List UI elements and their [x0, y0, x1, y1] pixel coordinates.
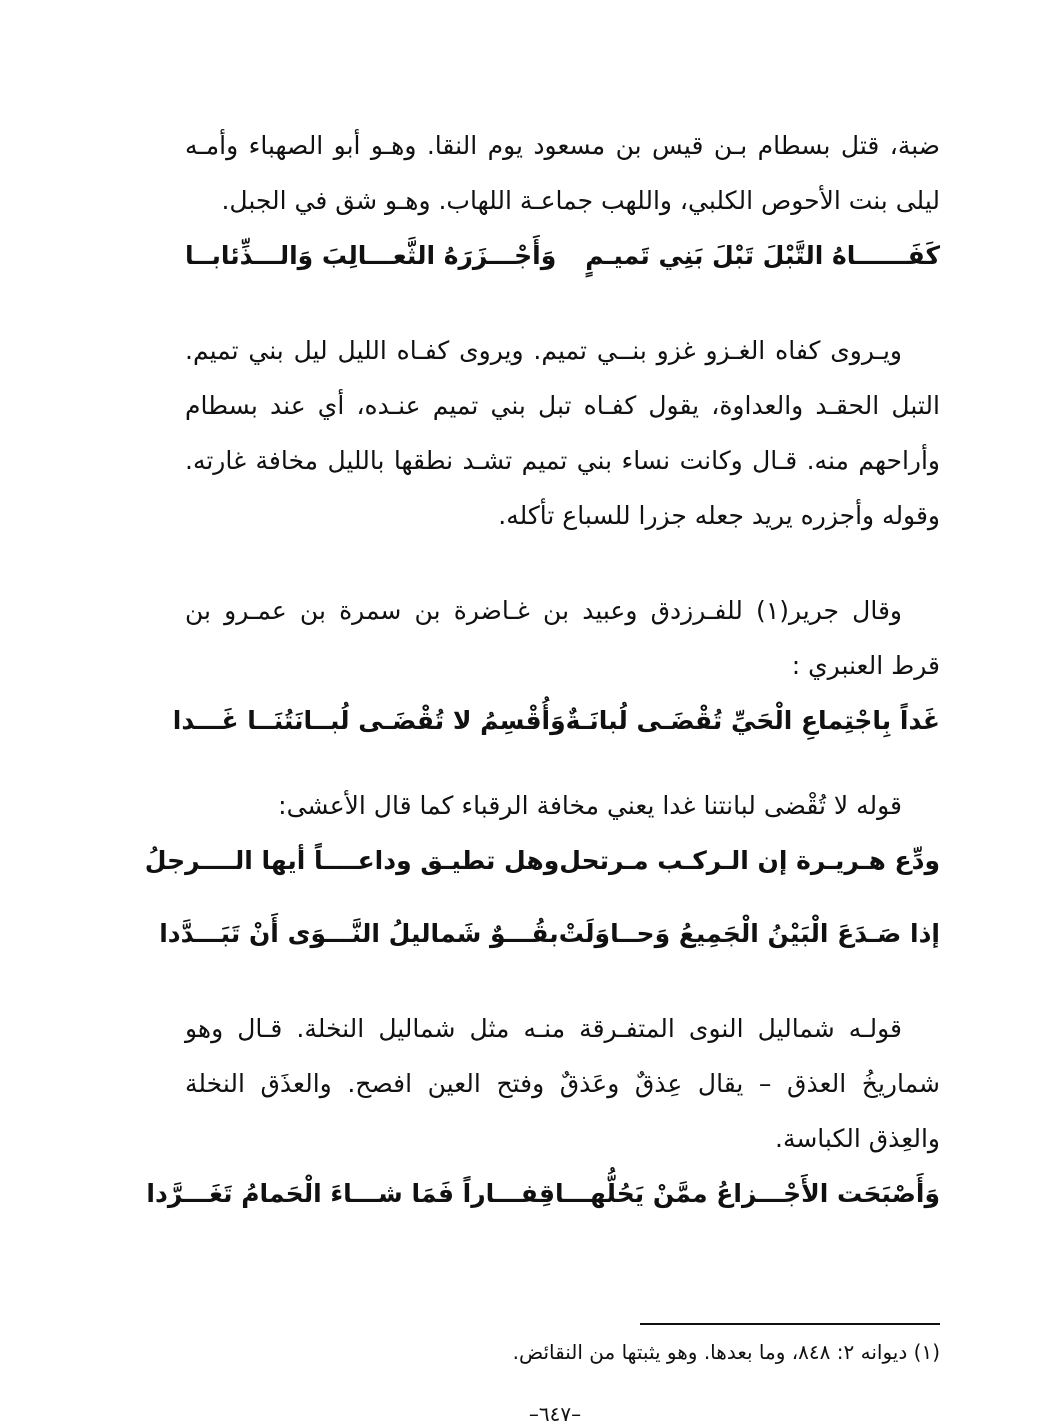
verse-second-hemistich: بقُـــوٌ شَماليلُ النَّـــوَى أَنْ تَبَـــدَّدا — [159, 919, 559, 948]
page-number: –٦٤٧– — [528, 1402, 582, 1426]
footnote: (١) ديوانه ٢: ٨٤٨، وما بعدها. وهو يثبتها من النقائض. — [512, 1340, 940, 1364]
page-body — [144, 118, 940, 1221]
verse-second-hemistich: وهل تطيـق وداعــــاً أيها الــــرجلُ — [144, 846, 560, 875]
paragraph: ويـروى كفاه الغـزو غزو بنــي تميم. ويروى كفـاه الليل ليل بني تميم. التبل الحقـد والعداوة، يقول كفـاه تبل بني تميم عنـده، أي عند بسطام وأراحهم منه. قـال وكانت نساء بني تميم تشـد نطقها بالليل مخافة غارته. وقوله وأجزره يريد جعله جزرا للسباع تأكله. — [185, 336, 940, 530]
verse-line — [172, 693, 940, 748]
verse-first-hemistich: غَداً بِاجْتِماعِ الْحَيِّ تُقْضَـى لُبانَـةٌ — [565, 706, 940, 735]
paragraph: قوله لا تُقْضى لبانتنا غدا يعني مخافة الرقباء كما قال الأعشى: — [278, 791, 902, 820]
verse-first-hemistich: إذا صَـدَعَ الْبَيْنُ الْجَمِيعُ وَحــاوَلَتْ — [558, 919, 940, 948]
paragraph: ضبة، قتل بسطام بـن قيس بن مسعود يوم النقا. وهـو أبو الصهباء وأمـه ليلى بنت الأحوص الكلبي، واللهب جماعـة اللهاب. وهـو شق في الجبل. — [185, 131, 940, 215]
footnote-divider — [640, 1323, 940, 1325]
verse-second-hemistich: وَأَجْـــزَرَهُ الثَّعـــالِبَ وَالـــذِّئابــا — [185, 241, 557, 270]
paragraph: قولـه شماليل النوى المتفـرقة منـه مثل شماليل النخلة. قـال وهو شماريخُ العذق – يقال عِذقٌ وعَذقٌ وفتح العين افصح. والعذَق النخلة والعِذق الكباسة. — [185, 1014, 940, 1153]
paragraph: وقال جرير(١) للفـرزدق وعبيد بن غـاضرة بن سمرة بن عمـرو بن قرط العنبري : — [185, 596, 940, 680]
verse-first-hemistich: كَفَــــــاهُ التَّبْلَ تَبْلَ بَنِي تَميـمٍ — [585, 241, 940, 270]
verse-line — [185, 228, 940, 283]
verse-second-hemistich: قِفـــاراً فَمَا شـــاءَ الْحَمامُ تَغَـــرَّدا — [146, 1179, 556, 1208]
verse-line — [146, 1166, 940, 1221]
verse-line — [159, 906, 940, 961]
verse-line — [144, 833, 940, 888]
verse-first-hemistich: ودِّع هـريـرة إن الـركـب مـرتحل — [559, 846, 940, 875]
verse-second-hemistich: وَأُقْسِمُ لا تُقْضَـى لُبــانَتُنَــا غَـــدا — [172, 706, 566, 735]
verse-first-hemistich: وَأَصْبَحَت الأَجْـــزاعُ ممَّنْ يَحُلُّهـــا — [555, 1179, 940, 1208]
